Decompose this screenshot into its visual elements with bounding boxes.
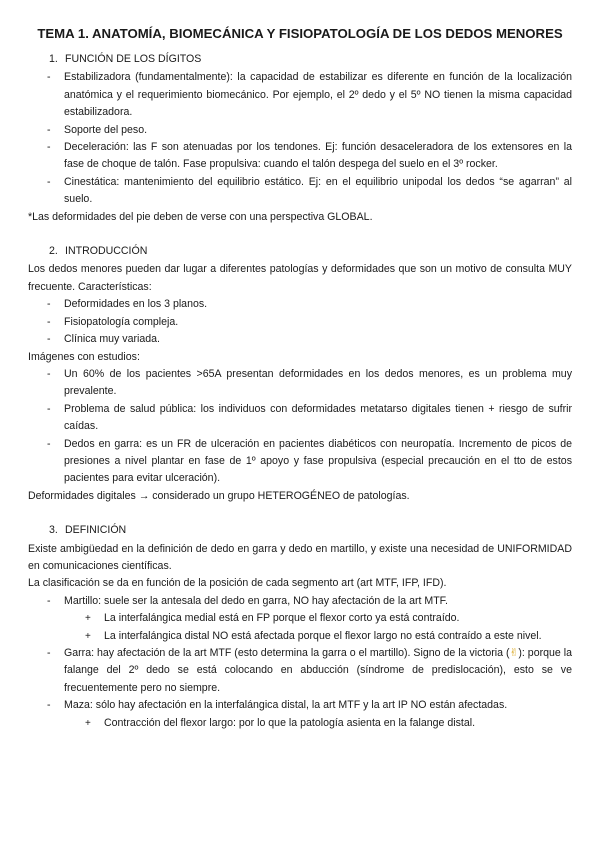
dash-marker: - (47, 315, 51, 328)
plus-marker: + (85, 630, 91, 642)
dash-marker: - (47, 71, 51, 84)
sub-list-item (28, 628, 572, 645)
plus-marker: + (85, 717, 91, 729)
dash-marker: - (47, 175, 51, 188)
sub-list-item-text: La interfalángica distal NO está afectada porque el flexor largo no está contraído a este nivel. (104, 629, 542, 642)
list-item (28, 139, 572, 174)
sub-list-item-text: La interfalángica medial está en FP porque el flexor corto ya está contraído. (104, 612, 460, 625)
section-2-heading (28, 243, 572, 260)
spacer (28, 226, 572, 243)
spacer (28, 505, 572, 522)
list-item (28, 174, 572, 209)
list-item (28, 401, 572, 436)
list-item (28, 314, 572, 331)
list-item-text: Deceleración: las F son atenuadas por los tendones. Ej: función desaceleradora de los extensores en la fase de choque de talón. Fase propulsiva: cuando el talón despega del suelo en el 3º rocker. (64, 141, 572, 171)
list-item (28, 366, 572, 401)
list-item-text (64, 647, 572, 694)
dash-marker: - (47, 367, 51, 380)
list-item (28, 122, 572, 139)
list-item-text: Estabilizadora (fundamentalmente): la capacidad de estabilizar es diferente en función de la localización anatómica y el requerimiento biomecánico. Por ejemplo, el 2º dedo y el 5º NO tienen la misma capacidad estabilizadora. (64, 71, 572, 119)
section-title: DEFINICIÓN (65, 524, 127, 537)
list-item (28, 436, 572, 488)
garra-text-end: ): porque la falange del 2º dedo se está colocando en abducción (síndrome de predislocación), esto se ve frecuentemente pero no siempre. (64, 647, 573, 694)
document-title: TEMA 1. ANATOMÍA, BIOMECÁNICA Y FISIOPATOLOGÍA DE LOS DEDOS MENORES (37, 26, 563, 41)
classification-paragraph: La clasificación se da en función de la posición de cada segmento art (art MTF, IFP, IFD). (28, 577, 447, 590)
dash-marker: - (47, 123, 51, 136)
list-item (28, 331, 572, 348)
dash-marker: - (47, 647, 51, 659)
section-title: INTRODUCCIÓN (65, 245, 148, 258)
list-item-text: Un 60% de los pacientes >65A presentan deformidades en los dedos menores, es un problema muy prevalente. (64, 367, 572, 398)
list-item-text: Martillo: suele ser la antesala del dedo en garra, NO hay afectación de la art MTF. (64, 594, 448, 607)
section-1-heading (28, 51, 572, 68)
dash-marker: - (47, 437, 51, 450)
intro-paragraph: Los dedos menores pueden dar lugar a diferentes patologías y deformidades que son un motivo de consulta MUY frecuente. Características: (28, 263, 572, 293)
studies-label: Imágenes con estudios: (28, 350, 140, 363)
list-item-text: Soporte del peso. (64, 123, 148, 136)
section-number: 2. (49, 245, 58, 258)
list-item-text: Deformidades en los 3 planos. (64, 298, 208, 311)
section-number: 1. (49, 53, 58, 65)
sub-list-item-text: Contracción del flexor largo: por lo que la patología asienta en la falange distal. (104, 716, 476, 729)
list-item-text: Fisiopatología compleja. (64, 315, 179, 328)
list-item (28, 296, 572, 313)
plus-marker: + (85, 613, 91, 625)
dash-marker: - (47, 141, 51, 154)
section-title: FUNCIÓN DE LOS DÍGITOS (65, 53, 202, 65)
section-3-heading (28, 522, 572, 539)
list-item (28, 645, 572, 697)
list-item-text: Maza: sólo hay afectación en la interfalángica distal, la art MTF y la art IP NO están afectadas. (64, 699, 508, 712)
list-item-text: Cinestática: mantenimiento del equilibrio estático. Ej: en el equilibrio unipodal los dedos “se agarran” al suelo. (64, 175, 572, 206)
dash-marker: - (47, 298, 51, 311)
victory-hand-icon: ✌ (509, 647, 519, 659)
list-item (28, 69, 572, 121)
list-item (28, 697, 572, 714)
list-item-text: Dedos en garra: es un FR de ulceración en pacientes diabéticos con neuropatía. Incremento de picos de presiones a nivel plantar en fase de 1º apoyo y fase propulsiva (especial precaución en el tto de estos pacientes para evitar ulceración). (64, 437, 572, 485)
sub-list-item (28, 715, 572, 732)
garra-text-start: Garra: hay afectación de la art MTF (esto determina la garra o el martillo). Signo de la victoria ( (64, 647, 510, 659)
list-item-text: Problema de salud pública: los individuos con deformidades metatarso digitales tienen + riesgo de sufrir caídas. (64, 402, 572, 433)
dash-marker: - (47, 699, 51, 712)
dash-marker: - (47, 594, 51, 607)
section-number: 3. (49, 524, 58, 537)
sub-list-item (28, 610, 572, 627)
list-item (28, 593, 572, 610)
definition-paragraph: Existe ambigüedad en la definición de dedo en garra y dedo en martillo, y existe una necesidad de UNIFORMIDAD en comunicaciones científicas. (28, 542, 572, 572)
list-item-text: Clínica muy variada. (64, 333, 160, 346)
dash-marker: - (47, 402, 51, 415)
global-note: *Las deformidades del pie deben de verse con una perspectiva GLOBAL. (28, 210, 373, 223)
closing-paragraph: Deformidades digitales → considerado un grupo HETEROGÉNEO de patologías. (28, 489, 410, 502)
dash-marker: - (47, 333, 51, 346)
